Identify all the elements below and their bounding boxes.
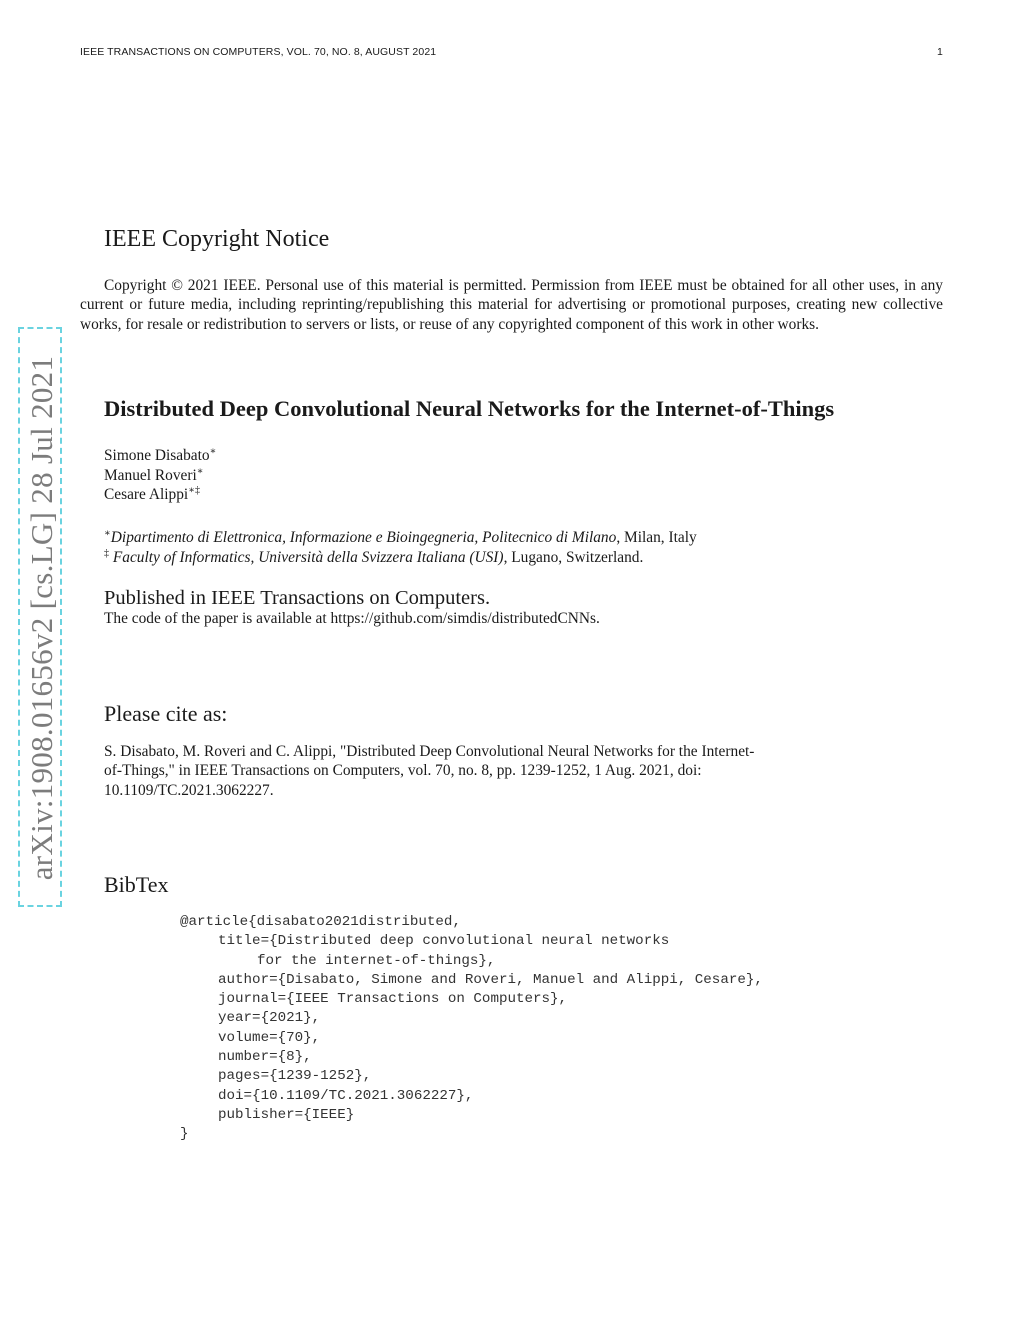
affiliation-location: , Lugano, Switzerland. xyxy=(503,548,644,566)
author-name: Cesare Alippi xyxy=(104,486,189,504)
code-availability-note: The code of the paper is available at https://github.com/simdis/distributedCNNs. xyxy=(104,610,600,627)
arxiv-stamp: arXiv:1908.01656v2 [cs.LG] 28 Jul 2021 xyxy=(24,355,59,881)
author xyxy=(104,466,216,486)
affiliation-institution: Dipartimento di Elettronica, Informazione e Bioingegneria, Politecnico di Milano xyxy=(110,529,617,546)
author-mark: ∗ xyxy=(209,446,217,457)
bibtex-heading: BibTex xyxy=(104,872,169,897)
paper-title: Distributed Deep Convolutional Neural Networks for the Internet-of-Things xyxy=(104,396,835,421)
affiliation xyxy=(104,528,697,548)
author-mark: ∗ xyxy=(196,465,204,477)
page-number: 1 xyxy=(937,46,943,58)
author-name: Simone Disabato xyxy=(104,447,210,464)
affiliation-institution: Faculty of Informatics, Università della Svizzera Italiana (USI) xyxy=(112,548,504,566)
bibtex-line: publisher={IEEE} xyxy=(218,1106,355,1123)
bibtex-line: for the internet-of-things}, xyxy=(257,952,496,969)
copyright-heading: IEEE Copyright Notice xyxy=(104,226,330,252)
citation-text: S. Disabato, M. Roveri and C. Alippi, "Distributed Deep Convolutional Neural Networks for the Internet-of-Things," in IEEE Transactions on Computers, vol. 70, no. 8, pp. 1239-1252, 1 Aug. 2021, doi: 10.1109/TC.2021.3062227. xyxy=(104,743,755,799)
bibtex-line: } xyxy=(180,1126,189,1143)
affiliation-mark: ‡ xyxy=(104,547,109,559)
copyright-body: Copyright © 2021 IEEE. Personal use of this material is permitted. Permission from IEEE must be obtained for all other uses, in any current or future media, including reprinting/republishing this material for advertising or promotional purposes, creating new collective works, for resale or redistribution to servers or lists, or reuse of any copyrighted component of this work in other works. xyxy=(80,277,943,333)
affiliation-mark: ∗ xyxy=(104,528,111,539)
author-mark: ∗‡ xyxy=(188,485,201,497)
affiliation-list xyxy=(104,528,697,567)
affiliation xyxy=(104,548,697,568)
running-head: IEEE TRANSACTIONS ON COMPUTERS, VOL. 70, NO. 8, AUGUST 2021 xyxy=(80,46,437,58)
author xyxy=(104,446,216,466)
cite-heading: Please cite as: xyxy=(104,701,228,726)
author xyxy=(104,485,216,505)
bibtex-line: pages={1239-1252}, xyxy=(218,1068,372,1085)
author-list xyxy=(104,446,216,505)
bibtex-line: journal={IEEE Transactions on Computers}, xyxy=(218,991,568,1008)
published-in: Published in IEEE Transactions on Computers. xyxy=(104,587,491,609)
bibtex-block xyxy=(180,913,763,1145)
affiliation-location: , Milan, Italy xyxy=(616,529,697,546)
bibtex-line: @article{disabato2021distributed, xyxy=(180,914,461,930)
bibtex-line: volume={70}, xyxy=(218,1029,321,1046)
bibtex-line: doi={10.1109/TC.2021.3062227}, xyxy=(218,1087,474,1104)
author-name: Manuel Roveri xyxy=(104,466,197,484)
bibtex-line: number={8}, xyxy=(218,1049,312,1066)
bibtex-line: year={2021}, xyxy=(218,1010,321,1027)
bibtex-line: author={Disabato, Simone and Roveri, Manuel and Alippi, Cesare}, xyxy=(218,971,763,988)
bibtex-line: title={Distributed deep convolutional neural networks xyxy=(218,933,670,950)
